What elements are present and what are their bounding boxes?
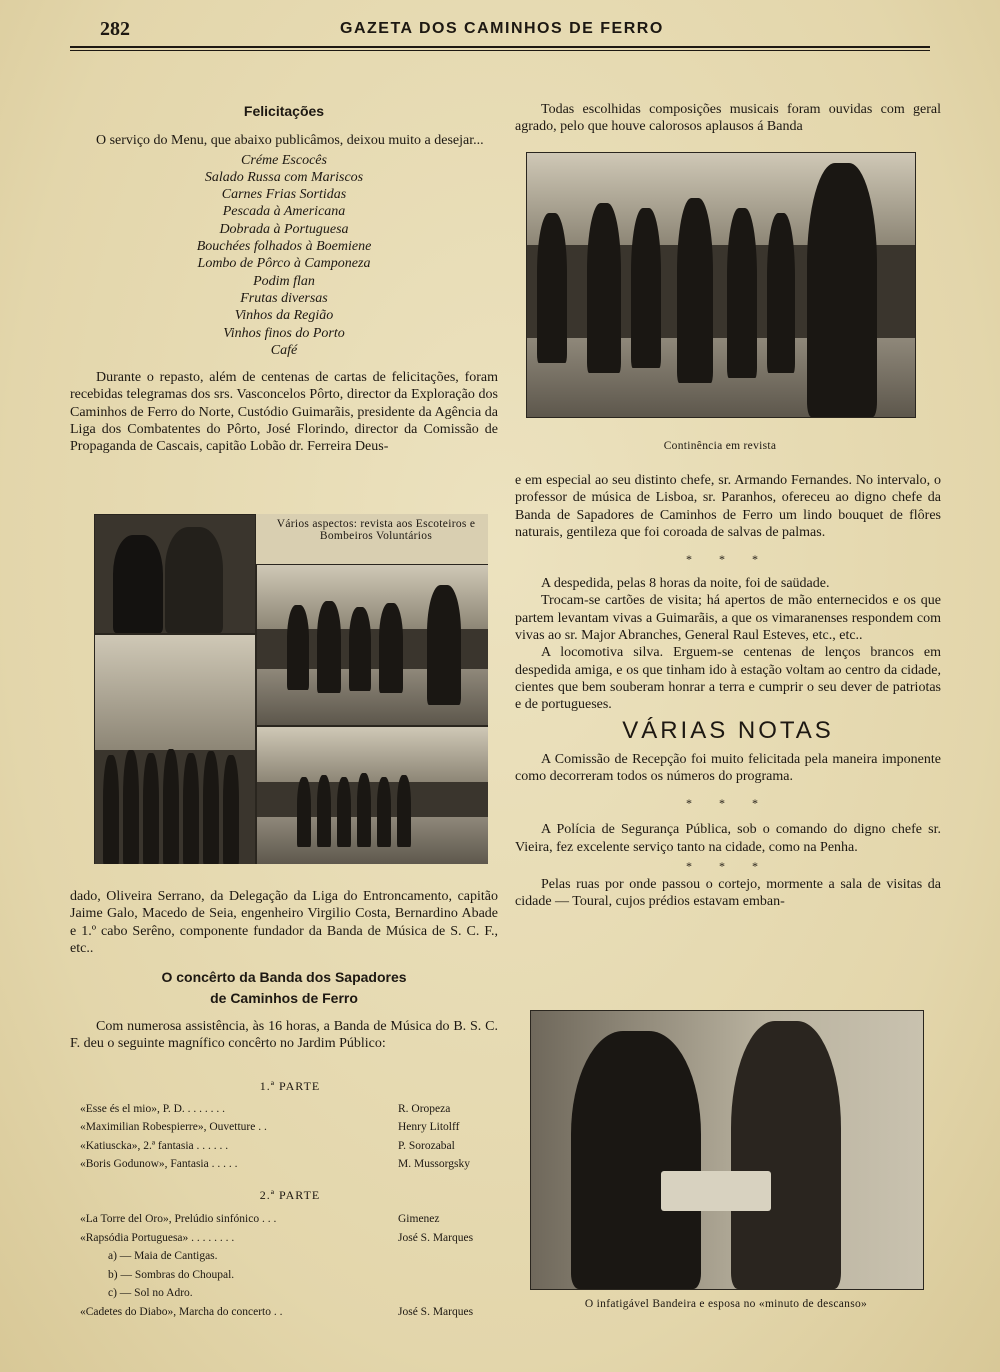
separator-stars: * * * bbox=[686, 552, 770, 567]
band-caption: Continência em revista bbox=[663, 440, 777, 452]
left-column-top bbox=[70, 103, 498, 456]
part-heading: 2.ª PARTE bbox=[259, 1187, 321, 1202]
photo-parade bbox=[256, 564, 488, 726]
program-row: «Esse és el mio», P. D. . . . . . . . R. Oropeza bbox=[80, 1102, 451, 1115]
menu-item: Créme Escocês bbox=[241, 152, 327, 168]
heading-concerto-l2: de Caminhos de Ferro bbox=[210, 990, 358, 1007]
menu-item: Pescada à Americana bbox=[222, 204, 346, 220]
program-row: «La Torre del Oro», Prelúdio sinfónico . . . Gimenez bbox=[80, 1213, 440, 1225]
menu-item: Bouchées folhados à Boemiene bbox=[196, 239, 372, 255]
photo-firemen bbox=[94, 634, 256, 864]
part-heading: 1.ª PARTE bbox=[259, 1079, 321, 1093]
paragraph: Pelas ruas por onde passou o cortejo, mormente a sala de visitas da cidade — Toural, cujos prédios estavam emban- bbox=[515, 877, 941, 910]
header-rule bbox=[70, 46, 930, 51]
paragraph: A Polícia de Segurança Pública, sob o comando do digno chefe sr. Vieira, fez excelente serviço tanto na cidade, como na Penha. bbox=[515, 822, 941, 855]
paragraph: Todas escolhidas composições musicais foram ouvidas com geral agrado, pelo que houve calorosos aplausos á Banda bbox=[515, 102, 941, 135]
program-row: «Boris Godunow», Fantasia . . . . . M. Mussorgsky bbox=[80, 1158, 470, 1170]
heading-felicitacoes: Felicitações bbox=[243, 103, 325, 119]
running-title: GAZETA DOS CAMINHOS DE FERRO bbox=[340, 20, 664, 37]
photo-portrait bbox=[94, 514, 256, 634]
program-row: «Rapsódia Portuguesa» . . . . . . . . José S. Marques bbox=[80, 1231, 474, 1244]
program-row: a) — Maia de Cantigas. bbox=[108, 1250, 218, 1262]
menu-item: Dobrada à Portuguesa bbox=[219, 221, 349, 237]
collage-caption: Vários aspectos: revista aos Escoteiros e Bombeiros Voluntários bbox=[276, 518, 476, 542]
right-column-top bbox=[515, 101, 941, 136]
menu-item: Lombo de Pôrco à Camponeza bbox=[197, 256, 371, 272]
paragraph: O serviço do Menu, que abaixo publicâmos, deixou muito a desejar... bbox=[96, 133, 484, 149]
program-row: «Maximilian Robespierre», Ouvetture . . Henry Litolff bbox=[80, 1121, 460, 1133]
program-row: «Katiuscka», 2.ª fantasia . . . . . . P. Sorozabal bbox=[80, 1139, 455, 1152]
paragraph: dado, Oliveira Serrano, da Delegação da Liga do Entroncamento, capitão Jaime Galo, Macedo de Seia, engenheiro Virgilio Costa, Bernardino Abade e 1.º cabo Serêno, componente fundador da Banda de Música de S. C. F., etc.. bbox=[70, 889, 498, 956]
page-header bbox=[100, 18, 900, 44]
menu-item: Vinhos finos do Porto bbox=[223, 325, 345, 341]
paragraph: Com numerosa assistência, às 16 horas, a Banda de Música do B. S. C. F. deu o seguinte magnífico concêrto no Jardim Público: bbox=[70, 1018, 498, 1052]
program-row: «Cadetes do Diabo», Marcha do concerto . . José S. Marques bbox=[80, 1305, 474, 1318]
paragraph: A locomotiva silva. Erguem-se centenas de lenços brancos em despedida amiga, e os que tinham ido à estação voltam ao centro da cidade, cientes que bem souberam honrar a terra e cumprir o seu dever de patriotas e de portugueses. bbox=[515, 645, 941, 713]
paragraph: e em especial ao seu distinto chefe, sr. Armando Fernandes. No intervalo, o professor de música de Lisboa, sr. Paranhos, ofereceu ao digno chefe da Banda de Sapadores de Caminhos de Ferro um lindo bouquet de flôres naturais, gentileza que foi coroada de salvas de palmas. bbox=[515, 473, 941, 540]
paragraph: Durante o repasto, além de centenas de cartas de felicitações, foram recebidas telegramas dos srs. Vasconcelos Pôrto, director da Exploração dos Caminhos de Ferro do Norte, Custódio Guimarãis, presidente da Agência da Liga dos Combatentes do Pôrto, José Florindo, director da Comissão de Propaganda de Cascais, capitão Lobão dr. Ferreira Deus- bbox=[70, 370, 498, 455]
photo-band bbox=[526, 152, 916, 418]
menu-item: Salado Russa com Mariscos bbox=[204, 169, 364, 185]
right-column-middle bbox=[515, 472, 941, 911]
menu-item: Café bbox=[270, 342, 298, 358]
couple-caption: O infatigável Bandeira e esposa no «minuto de descanso» bbox=[584, 1298, 868, 1310]
menu-item: Podim flan bbox=[253, 273, 315, 289]
left-column-bottom bbox=[70, 888, 498, 1052]
menu-item: Carnes Frias Sortidas bbox=[221, 187, 347, 203]
heading-varias-notas: VÁRIAS NOTAS bbox=[622, 716, 834, 744]
page-number: 282 bbox=[100, 18, 130, 40]
paragraph: A Comissão de Recepção foi muito felicitada pela maneira imponente como decorreram todos os números do programa. bbox=[515, 751, 941, 785]
photo-collage bbox=[94, 514, 488, 864]
menu-item: Vinhos da Região bbox=[234, 308, 334, 324]
program-row: c) — Sol no Adro. bbox=[108, 1287, 193, 1299]
menu-item: Frutas diversas bbox=[240, 290, 328, 306]
heading-concerto-l1: O concêrto da Banda dos Sapadores bbox=[161, 969, 407, 986]
photo-march bbox=[256, 726, 488, 864]
photo-couple bbox=[530, 1010, 924, 1290]
separator-stars: * * * bbox=[686, 796, 770, 811]
paragraph: A despedida, pelas 8 horas da noite, foi de saüdade. bbox=[541, 576, 830, 592]
menu-list bbox=[70, 152, 498, 360]
separator-stars: * * * bbox=[686, 859, 770, 874]
program-row: b) — Sombras do Choupal. bbox=[108, 1268, 235, 1281]
concert-program bbox=[80, 1077, 500, 1321]
paragraph: Trocam-se cartões de visita; há apertos de mão enternecidos e os que partem levantam vivas a Guimarãis, a que os vimaranenses respondem com vivas ao sr. Major Abranches, General Raul Esteves, etc., etc.. bbox=[515, 593, 941, 644]
